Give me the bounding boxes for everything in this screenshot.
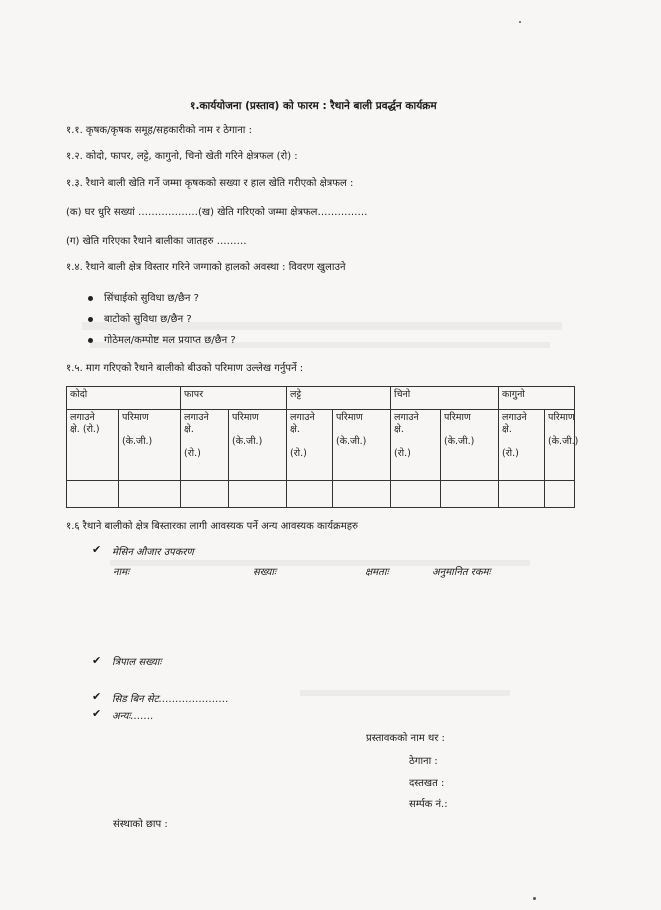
show-through-mark <box>300 690 510 696</box>
scan-speck <box>519 21 521 23</box>
crop-header-phapar: फापर <box>181 387 287 410</box>
proposer-address-label: ठेगाना : <box>409 756 438 767</box>
empty-cell[interactable] <box>229 481 287 508</box>
bullet-icon <box>88 317 93 322</box>
question-1-5: १.५. माग गरिएको रैथाने बालीको बीउको परिमाण उल्लेख गर्नुपर्ने : <box>66 363 304 374</box>
quantity-label: परिमाण <box>444 412 471 423</box>
quantity-label: परिमाण <box>122 412 149 423</box>
quantity-unit: (के.जी.) <box>336 436 367 447</box>
question-1-3: १.३. रैथाने बाली खेति गर्ने जम्मा कृषकको सख्या र हाल खेति गरीएको क्षेत्रफल : <box>66 178 354 189</box>
condition-road: बाटोको सुविधा छ/छैन ? <box>104 314 192 325</box>
quantity-unit: (के.जी.) <box>444 436 475 447</box>
area-label: लगाउने <box>394 412 419 423</box>
crop-header-kodo: कोदो <box>67 387 181 410</box>
area-abbr: क्षे. <box>184 424 194 435</box>
organization-stamp-label: संस्थाको छाप : <box>113 819 168 830</box>
machinery-field-name: नामः <box>113 567 130 578</box>
empty-cell[interactable] <box>333 481 391 508</box>
empty-cell[interactable] <box>441 481 499 508</box>
area-column-label <box>391 410 441 481</box>
question-1-3-ga: (ग) खेति गरिएका रैथाने बालीका जातहरु ……… <box>66 236 247 247</box>
checkmark-icon: ✔ <box>92 707 102 720</box>
empty-cell[interactable] <box>67 481 119 508</box>
area-unit: (रो.) <box>394 448 411 459</box>
empty-cell[interactable] <box>181 481 229 508</box>
area-unit: क्षे. (रो.) <box>70 424 100 435</box>
area-unit: (रो.) <box>184 448 201 459</box>
checkmark-icon: ✔ <box>92 654 102 667</box>
crop-header-chino: चिनो <box>391 387 499 410</box>
area-column-label <box>287 410 333 481</box>
quantity-unit: (के.जी.) <box>548 436 579 447</box>
empty-cell[interactable] <box>119 481 181 508</box>
machinery-field-capacity: क्षमताः <box>365 567 389 578</box>
bullet-icon <box>88 296 93 301</box>
empty-cell[interactable] <box>499 481 545 508</box>
area-column-label <box>499 410 545 481</box>
quantity-column-label <box>441 410 499 481</box>
empty-cell[interactable] <box>287 481 333 508</box>
bullet-icon <box>88 338 93 343</box>
quantity-column-label <box>333 410 391 481</box>
area-unit: (रो.) <box>502 448 519 459</box>
quantity-label: परिमाण <box>548 412 575 423</box>
proposer-signature-label: दस्तखत : <box>409 778 445 789</box>
area-unit: (रो.) <box>290 448 307 459</box>
seed-demand-table <box>66 386 579 508</box>
proposer-name-label: प्रस्तावकको नाम थर : <box>366 733 445 744</box>
area-label: लगाउने <box>184 412 209 423</box>
question-1-3-ka: (क) घर धुरि सख्यां ………………(ख) खेति गरिएको जम्मा क्षेत्रफल…………… <box>66 207 368 218</box>
quantity-label: परिमाण <box>232 412 259 423</box>
area-abbr: क्षे. <box>290 424 300 435</box>
program-machinery: मेसिन औजार उपकरण <box>112 547 194 558</box>
empty-cell[interactable] <box>391 481 441 508</box>
machinery-field-count: सख्याः <box>253 567 277 578</box>
quantity-column-label <box>545 410 579 481</box>
checkmark-icon: ✔ <box>92 543 102 556</box>
empty-cell[interactable] <box>545 481 575 508</box>
area-column-label <box>181 410 229 481</box>
proposer-contact-label: सर्म्पक नं.: <box>409 799 448 810</box>
crop-header-latte: लट्टे <box>287 387 391 410</box>
checkmark-icon: ✔ <box>92 690 102 703</box>
question-1-2: १.२. कोदो, फापर, लट्टे, कागुनो, चिनो खेती गरिने क्षेत्रफल (रो) : <box>66 151 298 162</box>
question-1-6: १.६ रैथाने बालीको क्षेत्र बिस्तारका लागी आवस्यक पर्ने अन्य आवस्यक कार्यक्रमहरु <box>66 521 358 532</box>
question-1-4: १.४. रैथाने बाली क्षेत्र विस्तार गरिने जग्गाको हालको अवस्था : विवरण खुलाउने <box>66 262 346 273</box>
program-tarpaulin: त्रिपाल सख्याः <box>112 657 162 668</box>
area-abbr: क्षे. <box>502 424 512 435</box>
scan-speck <box>533 897 536 900</box>
area-label: लगाउने <box>70 412 95 423</box>
area-abbr: क्षे. <box>394 424 404 435</box>
question-1-1: १.१. कृषक/कृषक समूह/सहकारीको नाम र ठेगाना : <box>66 125 252 136</box>
form-title: १.कार्ययोजना (प्रस्ताव) को फारम : रैथाने बाली प्रवर्द्धन कार्यक्रम <box>190 100 437 112</box>
quantity-column-label <box>229 410 287 481</box>
condition-irrigation: सिंचाईको सुविधा छ/छैन ? <box>104 293 199 304</box>
quantity-unit: (के.जी.) <box>232 436 263 447</box>
program-seed-bin: सिड बिन सेट………………… <box>112 694 229 705</box>
area-label: लगाउने <box>290 412 315 423</box>
quantity-unit: (के.जी.) <box>122 436 153 447</box>
area-column-label <box>67 410 119 481</box>
machinery-field-estimated-amount: अनुमानित रकमः <box>432 567 491 578</box>
quantity-column-label <box>119 410 181 481</box>
quantity-label: परिमाण <box>336 412 363 423</box>
area-label: लगाउने <box>502 412 527 423</box>
condition-manure: गोठेमल/कम्पोष्ट मल प्रयाप्त छ/छैन ? <box>104 335 236 346</box>
program-other: अन्यः……. <box>112 711 154 722</box>
crop-header-kaguno: कागुनो <box>499 387 575 410</box>
